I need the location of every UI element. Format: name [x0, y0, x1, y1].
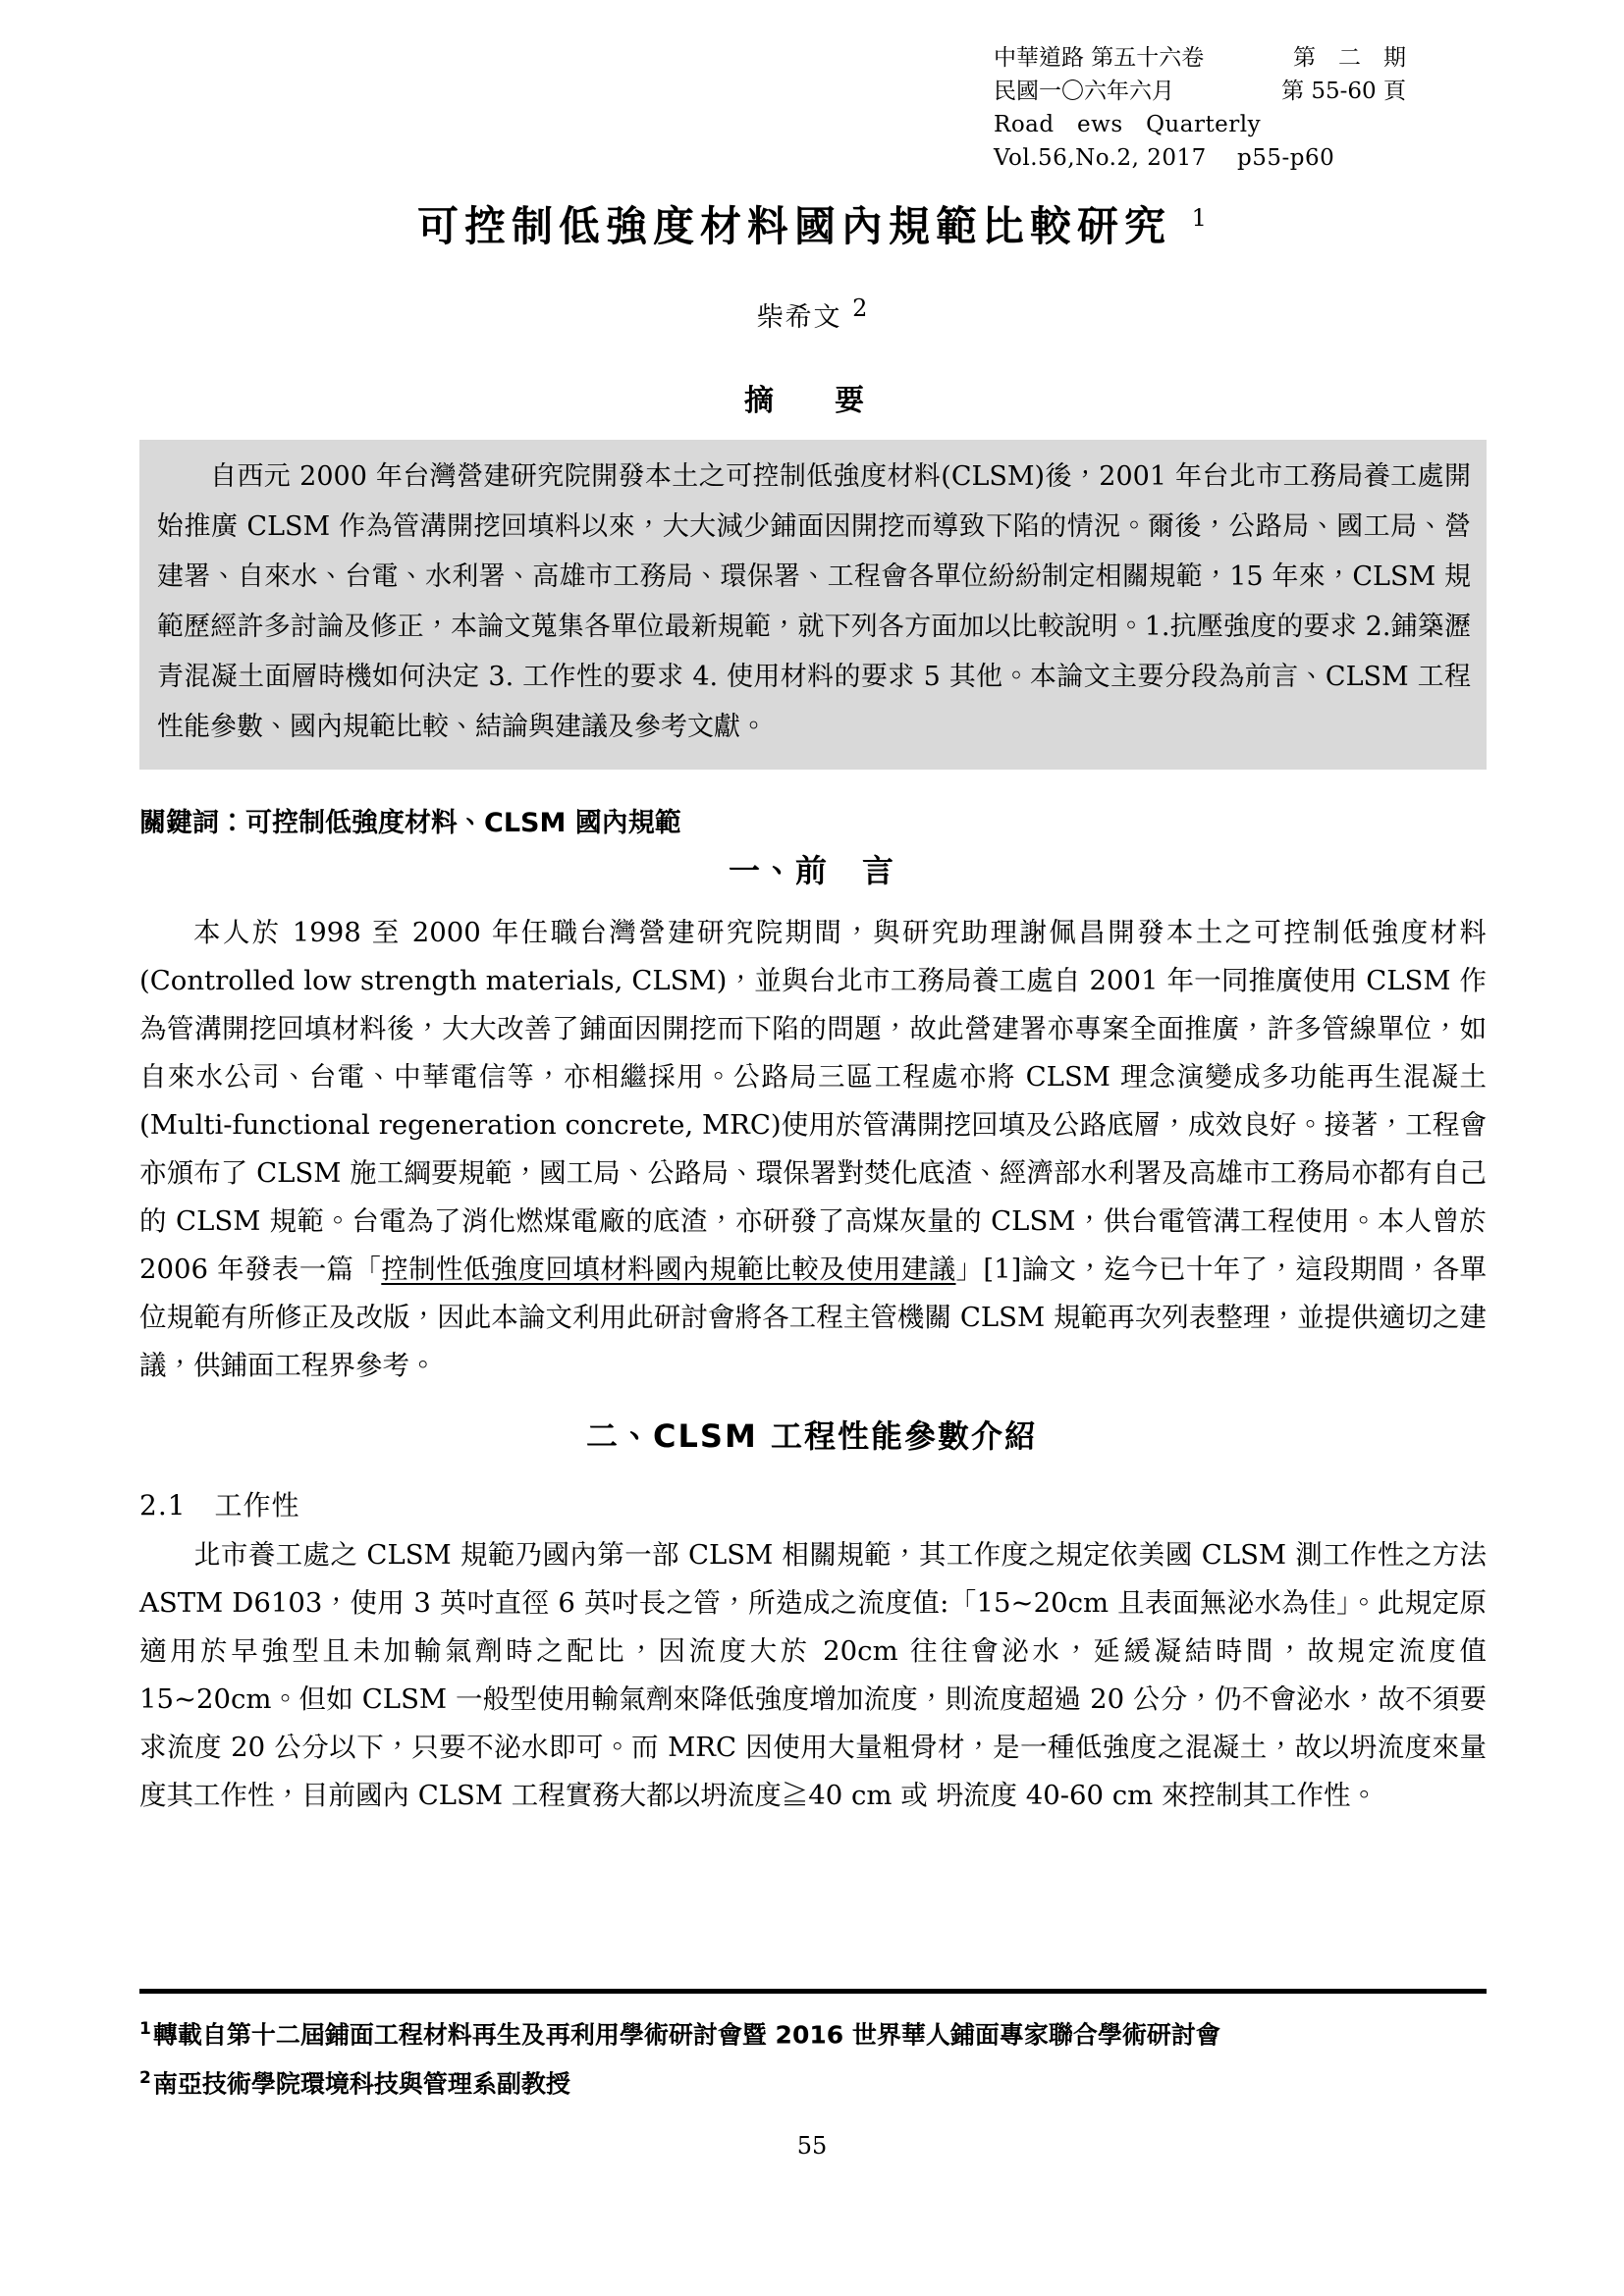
abstract-body: 自西元 2000 年台灣營建研究院開發本土之可控制低強度材料(CLSM)後，2001 年台北市工務局養工處開始推廣 CLSM 作為管溝開挖回填料以來，大大減少鋪面因開挖而導致下陷的情況。爾後，公路局、國工局、營建署、自來水、台電、水利署、高雄市工務局、環保署、工程會各單位紛紛制定相關規範，15 年來，CLSM 規範歷經許多討論及修正，本論文蒐集各單位最新規範，就下列各方面加以比較說明。1.抗壓強度的要求 2.鋪築瀝青混凝土面層時機如何決定 3. 工作性的要求 4. 使用材料的要求 5 其他。本論文主要分段為前言、CLSM 工程性能參數、國內規範比較、結論與建議及參考文獻。 — [139, 440, 1487, 770]
footnote-2 — [139, 2056, 1487, 2106]
section2-paragraph: 北市養工處之 CLSM 規範乃國內第一部 CLSM 相關規範，其工作度之規定依美國 CLSM 測工作性之方法 ASTM D6103，使用 3 英吋直徑 6 英吋長之管，所造成之流度值:「15~20cm 且表面無泌水為佳」。此規定原適用於早強型且未加輸氣劑時之配比，因流度大於 20cm 往往會泌水，延緩凝結時間，故規定流度值 15~20cm。但如 CLSM 一般型使用輸氣劑來降低強度增加流度，則流度超過 20 公分，仍不會泌水，故不須要求流度 20 公分以下，只要不泌水即可。而 MRC 因使用大量粗骨材，是一種低強度之混凝土，故以坍流度來量度其工作性，目前國內 CLSM 工程實務大都以坍流度≧40 cm 或 坍流度 40-60 cm 來控制其工作性。 — [139, 1539, 1487, 1811]
page-number: 55 — [796, 2132, 828, 2160]
section1-text-before: 本人於 1998 至 2000 年任職台灣營建研究院期間，與研究助理謝佩昌開發本土之可控制低強度材料(Controlled low strength materials, CLSM)，並與台北市工務局養工處自 2001 年一同推廣使用 CLSM 作為管溝開挖回填材料後，大大改善了鋪面因開挖而下陷的問題，故此營建署亦專案全面推廣，許多管線單位，如自來水公司、台電、中華電信等，亦相繼採用。公路局三區工程處亦將 CLSM 理念演變成多功能再生混凝土(Multi-functional regeneration concrete, MRC)使用於管溝開挖回填及公路底層，成效良好。接著，工程會亦頒布了 CLSM 施工綱要規範，國工局、公路局、環保署對焚化底渣、經濟部水利署及高雄市工務局亦都有自己的 CLSM 規範。台電為了消化燃煤電廠的底渣，亦研發了高煤灰量的 CLSM，供台電管溝工程使用。本人曾於 2006 年發表一篇「 — [139, 917, 1487, 1285]
journal-date: 民國一〇六年六月 — [994, 79, 1174, 104]
journal-issue: 第 二 期 — [1293, 45, 1406, 71]
journal-volume-english: Vol.56,No.2, 2017 p55-p60 — [994, 145, 1335, 171]
footnote-2-marker: 2 — [139, 2068, 151, 2089]
journal-pages: 第 55-60 頁 — [1281, 79, 1406, 104]
section1-heading: 一、前 言 — [728, 852, 895, 889]
section1-text-after: 」[1]論文，迄今已十年了，這段期間，各單位規範有所修正及改版，因此本論文利用此研討會將各工程主管機關 CLSM 規範再次列表整理，並提供適切之建議，供鋪面工程界參考。 — [139, 1254, 1488, 1381]
author-footnote-marker: 2 — [852, 294, 868, 322]
page-title — [0, 194, 1624, 253]
footnote-block — [139, 1989, 1487, 2107]
journal-header-line2 — [994, 75, 1406, 108]
footnote-2-text: 南亞技術學院環境科技與管理系副教授 — [152, 2069, 570, 2099]
journal-header-line1 — [994, 41, 1406, 75]
section2-heading: 二、CLSM 工程性能參數介紹 — [586, 1417, 1038, 1455]
section1-paragraph — [139, 909, 1487, 1390]
journal-header — [994, 41, 1406, 175]
page-title-text: 可控制低強度材料國內規範比較研究 — [417, 202, 1172, 250]
footnote-1-marker: 1 — [139, 2019, 151, 2039]
author-name: 柴希文 — [756, 302, 842, 333]
journal-name-volume: 中華道路 第五十六卷 — [994, 45, 1205, 71]
title-footnote-marker: 1 — [1191, 204, 1207, 232]
author-line — [0, 294, 1624, 334]
reference-link: 控制性低強度回填材料國內規範比較及使用建議 — [381, 1254, 956, 1285]
journal-name-english: Road ews Quarterly — [994, 112, 1262, 137]
footnote-1-text: 轉載自第十二屆鋪面工程材料再生及再利用學術研討會暨 2016 世界華人鋪面專家聯合學術研討會 — [152, 2020, 1220, 2050]
keywords-line: 關鍵詞：可控制低強度材料、CLSM 國內規範 — [139, 808, 681, 838]
abstract-heading: 摘 要 — [744, 384, 880, 418]
footnote-1 — [139, 2007, 1487, 2056]
subsection-2-1-heading: 2.1 工作性 — [139, 1489, 300, 1522]
